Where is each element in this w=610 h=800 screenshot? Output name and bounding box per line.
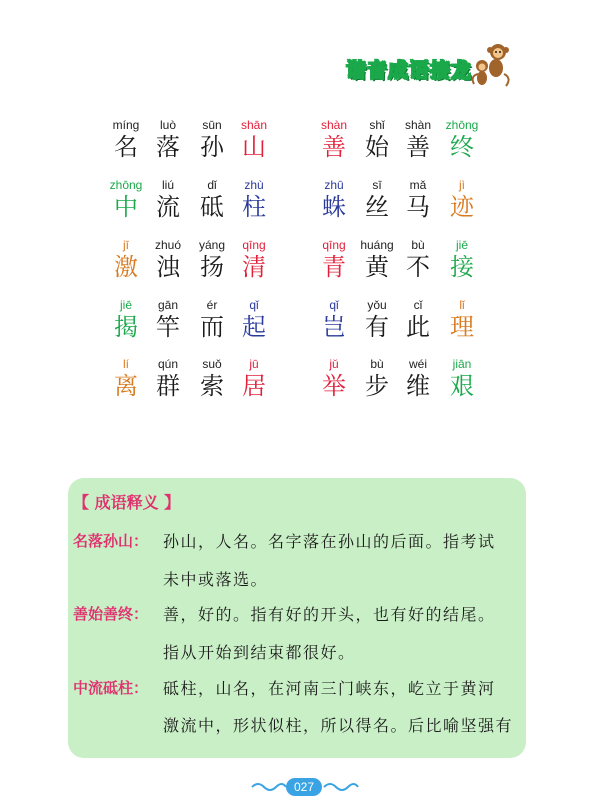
pinyin-label: lǐ bbox=[459, 298, 465, 312]
pinyin-label: jī bbox=[123, 238, 129, 252]
idiom-char bbox=[190, 298, 234, 342]
idiom-char bbox=[396, 357, 440, 401]
pinyin-label: ér bbox=[206, 298, 218, 312]
hanzi-char: 维 bbox=[406, 372, 430, 400]
hanzi-char: 离 bbox=[114, 372, 138, 400]
pinyin-label: zhōng bbox=[109, 178, 143, 192]
pinyin-label: suǒ bbox=[202, 357, 222, 371]
idiom-char bbox=[440, 238, 484, 282]
explanation-title: 【 成语释义 】 bbox=[73, 493, 181, 512]
pinyin-label: shàn bbox=[320, 118, 348, 132]
pinyin-label: huáng bbox=[360, 238, 394, 252]
pinyin-label: zhū bbox=[324, 178, 344, 192]
term-1-line-1: 孙山，人名。名字落在孙山的后面。指考试 bbox=[163, 532, 496, 551]
idiom-char bbox=[232, 238, 276, 282]
pinyin-label: zhù bbox=[244, 178, 264, 192]
term-2: 善始善终： bbox=[73, 605, 149, 623]
hanzi-char: 落 bbox=[156, 133, 180, 161]
hanzi-char: 此 bbox=[406, 313, 430, 341]
idiom-char bbox=[104, 118, 148, 162]
hanzi-char: 迹 bbox=[450, 193, 474, 221]
pinyin-label: yáng bbox=[198, 238, 226, 252]
term-2-line-2: 指从开始到结束都很好。 bbox=[163, 643, 356, 662]
pinyin-label: sī bbox=[372, 178, 382, 192]
pinyin-label: luò bbox=[159, 118, 176, 132]
pinyin-label: wéi bbox=[408, 357, 427, 371]
idiom-char bbox=[355, 118, 399, 162]
idiom-char bbox=[396, 178, 440, 222]
monkey-mascot-icon bbox=[468, 40, 512, 88]
hanzi-char: 揭 bbox=[114, 313, 138, 341]
pinyin-label: shǐ bbox=[369, 118, 385, 132]
pinyin-label: shàn bbox=[404, 118, 432, 132]
pinyin-label: qīng bbox=[242, 238, 266, 252]
idiom-char bbox=[355, 357, 399, 401]
idiom-char bbox=[440, 178, 484, 222]
idiom-char bbox=[146, 178, 190, 222]
hanzi-char: 浊 bbox=[156, 253, 180, 281]
pinyin-label: jū bbox=[249, 357, 259, 371]
idiom-char bbox=[104, 238, 148, 282]
hanzi-char: 理 bbox=[450, 313, 474, 341]
pinyin-label: zhuó bbox=[154, 238, 182, 252]
idiom-char bbox=[312, 298, 356, 342]
hanzi-char: 居 bbox=[242, 372, 266, 400]
idiom-char bbox=[312, 118, 356, 162]
pinyin-label: cǐ bbox=[413, 298, 423, 312]
pinyin-label: gān bbox=[157, 298, 179, 312]
pinyin-label: zhōng bbox=[445, 118, 479, 132]
pinyin-label: qǐ bbox=[249, 298, 259, 312]
term-3: 中流砥柱： bbox=[73, 679, 149, 697]
idiom-char bbox=[146, 118, 190, 162]
hanzi-char: 柱 bbox=[242, 193, 266, 221]
idiom-char bbox=[396, 238, 440, 282]
idiom-char bbox=[440, 298, 484, 342]
hanzi-char: 名 bbox=[114, 133, 138, 161]
idiom-char bbox=[190, 118, 234, 162]
pinyin-label: shān bbox=[240, 118, 268, 132]
hanzi-char: 激 bbox=[114, 253, 138, 281]
idiom-char bbox=[232, 178, 276, 222]
idiom-char bbox=[312, 178, 356, 222]
hanzi-char: 马 bbox=[406, 193, 430, 221]
idiom-char bbox=[396, 298, 440, 342]
pinyin-label: jǔ bbox=[329, 357, 339, 371]
hanzi-char: 接 bbox=[450, 253, 474, 281]
idiom-char bbox=[104, 298, 148, 342]
hanzi-char: 黄 bbox=[365, 253, 389, 281]
hanzi-char: 山 bbox=[242, 133, 266, 161]
pinyin-label: lí bbox=[123, 357, 129, 371]
hanzi-char: 起 bbox=[242, 313, 266, 341]
pinyin-label: mǎ bbox=[409, 178, 427, 192]
hanzi-char: 青 bbox=[322, 253, 346, 281]
idiom-char bbox=[190, 238, 234, 282]
pinyin-label: dǐ bbox=[207, 178, 217, 192]
idiom-char bbox=[396, 118, 440, 162]
term-2-line-1: 善，好的。指有好的开头，也有好的结尾。 bbox=[163, 605, 496, 624]
idiom-char bbox=[232, 118, 276, 162]
pinyin-label: jì bbox=[459, 178, 465, 192]
pinyin-label: qīng bbox=[322, 238, 346, 252]
page-header-title: 谐音成语接龙 bbox=[346, 58, 472, 82]
hanzi-char: 步 bbox=[365, 372, 389, 400]
pinyin-label: qún bbox=[157, 357, 179, 371]
hanzi-char: 蛛 bbox=[322, 193, 346, 221]
pinyin-label: bù bbox=[370, 357, 384, 371]
term-3-line-1: 砥柱，山名，在河南三门峡东，屹立于黄河 bbox=[163, 679, 496, 698]
hanzi-char: 艰 bbox=[450, 372, 474, 400]
term-1: 名落孙山： bbox=[73, 532, 149, 550]
hanzi-char: 群 bbox=[156, 372, 180, 400]
pinyin-label: jiē bbox=[119, 298, 132, 312]
pinyin-label: yǒu bbox=[367, 298, 387, 312]
idiom-char bbox=[190, 178, 234, 222]
hanzi-char: 始 bbox=[365, 133, 389, 161]
page-footer bbox=[250, 776, 360, 798]
hanzi-char: 有 bbox=[365, 313, 389, 341]
pinyin-label: jiān bbox=[452, 357, 472, 371]
hanzi-char: 竿 bbox=[156, 313, 180, 341]
idiom-char bbox=[190, 357, 234, 401]
pinyin-label: míng bbox=[112, 118, 140, 132]
hanzi-char: 流 bbox=[156, 193, 180, 221]
hanzi-char: 索 bbox=[200, 372, 224, 400]
idiom-char bbox=[355, 178, 399, 222]
pinyin-label: bù bbox=[411, 238, 425, 252]
idiom-char bbox=[232, 298, 276, 342]
idiom-char bbox=[312, 357, 356, 401]
hanzi-char: 中 bbox=[114, 193, 138, 221]
idiom-char bbox=[440, 357, 484, 401]
pinyin-label: jiē bbox=[455, 238, 468, 252]
hanzi-char: 终 bbox=[450, 133, 474, 161]
hanzi-char: 而 bbox=[200, 313, 224, 341]
idiom-char bbox=[440, 118, 484, 162]
hanzi-char: 岂 bbox=[322, 313, 346, 341]
hanzi-char: 砥 bbox=[200, 193, 224, 221]
term-1-line-2: 未中或落选。 bbox=[163, 570, 269, 589]
term-3-line-2: 激流中，形状似柱，所以得名。后比喻坚强有 bbox=[163, 716, 514, 735]
idiom-char bbox=[355, 298, 399, 342]
hanzi-char: 清 bbox=[242, 253, 266, 281]
idiom-char bbox=[146, 238, 190, 282]
hanzi-char: 善 bbox=[322, 133, 346, 161]
page-number: 027 bbox=[286, 778, 322, 796]
pinyin-label: liú bbox=[161, 178, 174, 192]
idiom-char bbox=[146, 357, 190, 401]
pinyin-label: qǐ bbox=[329, 298, 339, 312]
idiom-char bbox=[146, 298, 190, 342]
hanzi-char: 善 bbox=[406, 133, 430, 161]
idiom-char bbox=[104, 357, 148, 401]
pinyin-label: sūn bbox=[202, 118, 222, 132]
idiom-char bbox=[232, 357, 276, 401]
idiom-char bbox=[355, 238, 399, 282]
hanzi-char: 丝 bbox=[365, 193, 389, 221]
idiom-char bbox=[312, 238, 356, 282]
hanzi-char: 不 bbox=[406, 253, 430, 281]
hanzi-char: 举 bbox=[322, 372, 346, 400]
hanzi-char: 扬 bbox=[200, 253, 224, 281]
idiom-char bbox=[104, 178, 148, 222]
hanzi-char: 孙 bbox=[200, 133, 224, 161]
